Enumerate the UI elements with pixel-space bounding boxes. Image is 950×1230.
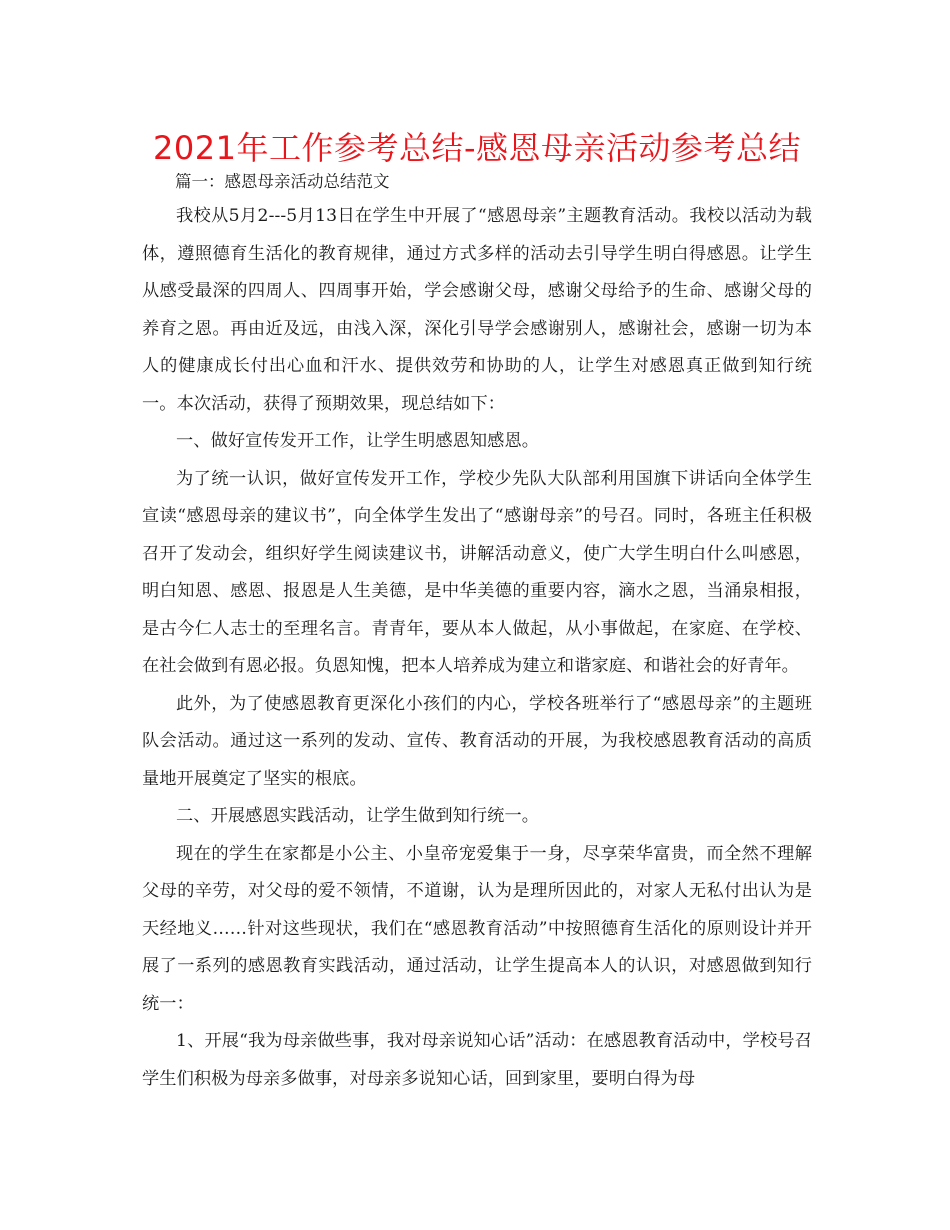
paragraph-intro: 我校从5月2---5月13日在学生中开展了“感恩母亲”主题教育活动。我校以活动为载体，遵照德育生活化的教育规律，通过方式多样的活动去引导学生明白得感恩。让学生从感受最深的四周人、四周事开始，学会感谢父母，感谢父母给予的生命、感谢父母的养育之恩。再由近及远，由浅入深，深化引导学会感谢别人，感谢社会，感谢一切为本人的健康成长付出心血和汗水、提供效劳和协助的人，让学生对感恩真正做到知行统一。本次活动，获得了预期效果，现总结如下： — [142, 206, 812, 414]
document-title: 2021年工作参考总结-感恩母亲活动参考总结 — [153, 129, 801, 167]
heading-part-two: 二、开展感恩实践活动，让学生做到知行统一。 — [176, 806, 540, 826]
section-heading: 篇一：感恩母亲活动总结范文 — [175, 172, 390, 191]
paragraph-class-meeting: 此外，为了使感恩教育更深化小孩们的内心，学校各班举行了“感恩母亲”的主题班队会活动。通过这一系列的发动、宣传、教育活动的开展，为我校感恩教育活动的高质量地开展奠定了坚实的根底。 — [142, 693, 812, 789]
paragraph-activity-one: 1、开展“我为母亲做些事，我对母亲说知心话”活动：在感恩教育活动中，学校号召学生们积极为母亲多做事，对母亲多说知心话，回到家里，要明白得为母 — [142, 1031, 812, 1089]
paragraph-publicity: 为了统一认识，做好宣传发开工作，学校少先队大队部利用国旗下讲话向全体学生宣读“感恩母亲的建议书”，向全体学生发出了“感谢母亲”的号召。同时，各班主任积极召开了发动会，组织好学生阅读建议书，讲解活动意义，使广大学生明白什么叫感恩，明白知恩、感恩、报恩是人生美德，是中华美德的重要内容，滴水之恩，当涌泉相报，是古今仁人志士的至理名言。青青年，要从本人做起，从小事做起，在家庭、在学校、在社会做到有恩必报。负恩知愧，把本人培养成为建立和谐家庭、和谐社会的好青年。 — [142, 468, 812, 676]
heading-part-one: 一、做好宣传发开工作，让学生明感恩知感恩。 — [176, 431, 540, 451]
paragraph-current-situation: 现在的学生在家都是小公主、小皇帝宠爱集于一身，尽享荣华富贵，而全然不理解父母的辛劳，对父母的爱不领情，不道谢，认为是理所因此的，对家人无私付出认为是天经地义……针对这些现状，我们在“感恩教育活动”中按照德育生活化的原则设计并开展了一系列的感恩教育实践活动，通过活动，让学生提高本人的认识，对感恩做到知行统一： — [142, 843, 812, 1014]
